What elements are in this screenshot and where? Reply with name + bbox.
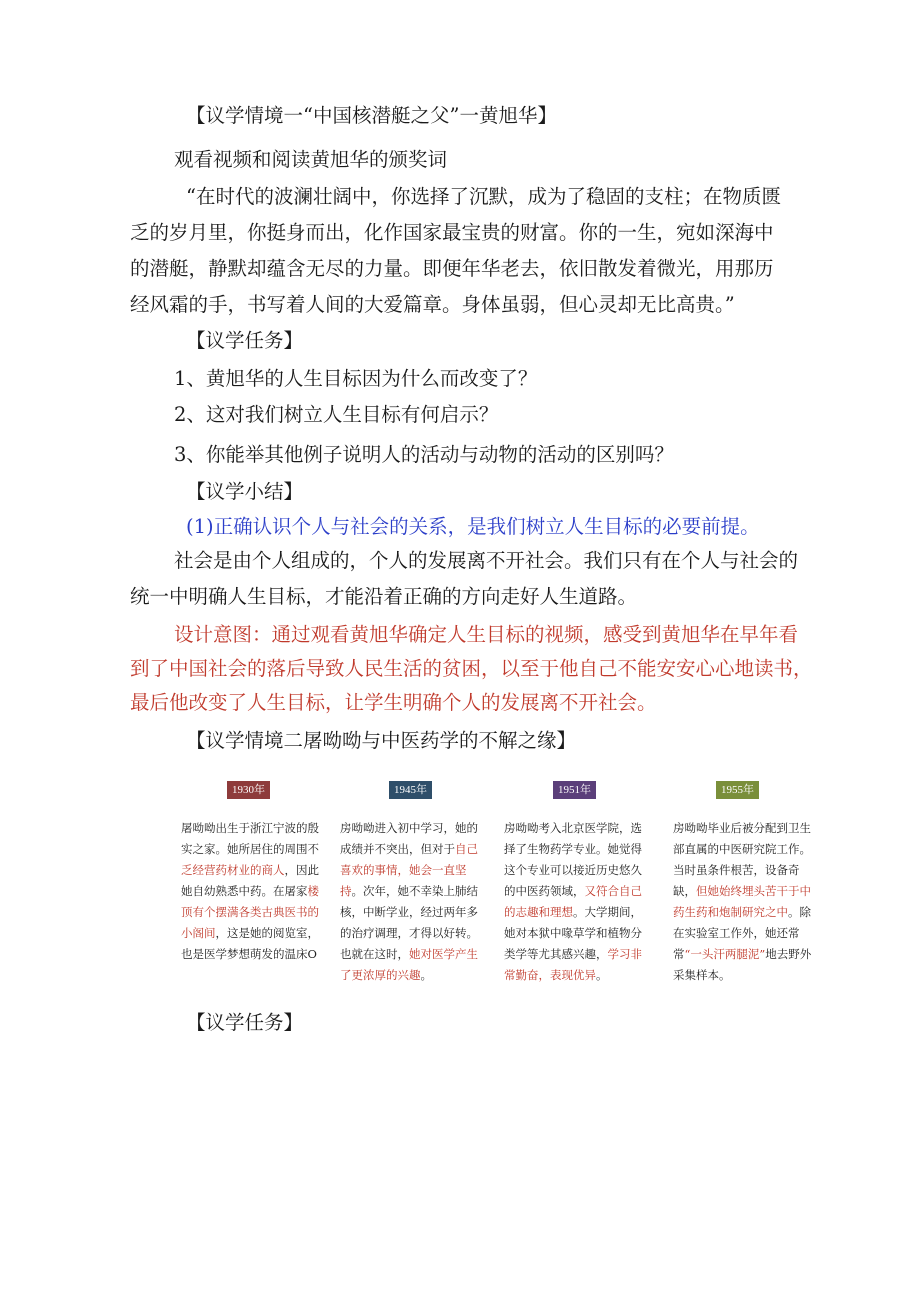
timeline-text-segment: 。除在实验室工作外，她还常常 [673, 905, 811, 961]
timeline-year-badge: 1945年 [389, 781, 432, 799]
heading-situation-1: 【议学情境一“中国核潜艇之父”一黄旭华】 [186, 104, 557, 127]
timeline-text-segment: 房呦呦毕业后被分配到卫生部直属的中医研究院工作。当时虽条件根苦，设备奇缺， [673, 821, 811, 898]
design-intent-line: 到了中国社会的落后导致人民生活的贫困，以至于他自己不能安安心心地读书， [130, 657, 813, 680]
timeline-text-segment: 。大学期间，她对本狱中喙草学和植物分类学等尤其感兴趣， [504, 905, 642, 961]
summary-point: (1)正确认识个人与社会的关系，是我们树立人生目标的必要前提。 [186, 515, 760, 538]
summary-text-line: 社会是由个人组成的，个人的发展离不开社会。我们只有在个人与社会的 [174, 549, 799, 572]
timeline-text-segment: ，因此她自幼熟悉中药。在屠家 [181, 863, 319, 898]
timeline-text-segment: 地去野外采集样本。 [673, 947, 812, 982]
design-intent-line: 设计意图：通过观看黄旭华确定人生目标的视频，感受到黄旭华在早年看 [174, 623, 799, 646]
citation-line: 的潜艇，静默却蕴含无尽的力量。即便年华老去，依旧散发着微光，用那历 [130, 257, 774, 280]
timeline-text-segment: 又符合自己的志趣和理想 [504, 884, 642, 919]
timeline-text-segment: 但她始终埋头苦干于中药生药和炮制研究之中 [673, 884, 811, 919]
task-item: 1、黄旭华的人生目标因为什么而改变了？ [174, 367, 538, 390]
timeline-text-segment: 学习非常勤奋，表现优异 [504, 947, 642, 982]
timeline-text-segment: 房呦呦进入初中学习，她的成绩并不突出，但对于 [340, 821, 478, 856]
summary-heading: 【议学小结】 [186, 480, 304, 503]
timeline-year-badge: 1955年 [716, 781, 759, 799]
citation-line: 乏的岁月里，你挺身而出，化作国家最宝贵的财富。你的一生，宛如深海中 [130, 221, 774, 244]
citation-line: “在时代的波澜壮阔中，你选择了沉默，成为了稳固的支柱；在物质匮 [186, 185, 781, 208]
summary-text-line: 统一中明确人生目标，才能沿着正确的方向走好人生道路。 [130, 585, 638, 608]
timeline-text-segment: 自己喜欢的事情，她会一直坚持 [340, 842, 478, 898]
task-heading-2: 【议学任务】 [186, 1011, 304, 1034]
timeline-year-badge: 1930年 [227, 781, 270, 799]
timeline-text-1945 [340, 818, 488, 986]
timeline-text-1955 [673, 818, 821, 986]
timeline-text-segment: 。 [420, 968, 432, 982]
timeline-text-segment: 她对医学产生了更浓厚的兴趣 [340, 947, 478, 982]
timeline-text-1951 [504, 818, 652, 986]
timeline-text-segment: 房呦呦考入北京医学院，选择了生物药学专业。她觉得这个专业可以接近历史悠久的中医药领域， [504, 821, 642, 898]
timeline-text-segment: 。 [596, 968, 608, 982]
timeline-text-segment: “一头汗两腿泥” [684, 947, 766, 961]
timeline-text-1930 [181, 818, 329, 965]
task-item: 3、你能举其他例子说明人的活动与动物的活动的区别吗？ [174, 443, 674, 466]
timeline-text-segment: 屠呦呦出生于浙江宁波的殷实之家。她所居住的周围不 [181, 821, 319, 856]
citation-line: 经风霜的手，书写着人间的大爱篇章。身体虽弱，但心灵却无比高贵。” [130, 293, 735, 316]
design-intent-line: 最后他改变了人生目标，让学生明确个人的发展离不开社会。 [130, 691, 657, 714]
task-item: 2、这对我们树立人生目标有何启示？ [174, 403, 499, 426]
intro-line: 观看视频和阅读黄旭华的颁奖词 [174, 148, 448, 171]
timeline-text-segment: ，这是她的阅览室，也是医学梦想萌发的温床O [181, 926, 319, 961]
timeline-text-segment: 楼顶有个摆满各类古典医书的小阁间 [181, 884, 319, 940]
task-heading: 【议学任务】 [186, 329, 304, 352]
timeline-text-segment: 。次年，她不幸染上肺结核，中断学业，经过两年多的治疗调理，才得以好转。也就在这时， [340, 884, 478, 961]
timeline-text-segment: 乏经营药材业的商人 [181, 863, 285, 877]
heading-situation-2: 【议学情境二屠呦呦与中医药学的不解之缘】 [186, 729, 577, 752]
timeline-year-badge: 1951年 [553, 781, 596, 799]
